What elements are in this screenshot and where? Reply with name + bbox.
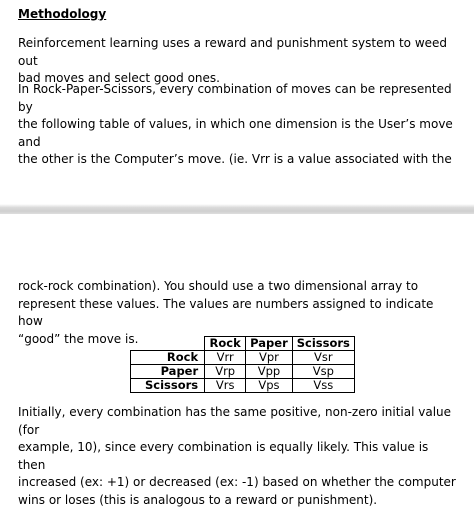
table-cell: Vsr: [292, 351, 354, 365]
paragraph-array-description: rock-rock combination). You should use a two dimensional array to represent these values. The values are numbers assigned to indicate how “good” the move is.: [18, 279, 434, 346]
paragraph-intro: Reinforcement learning uses a reward and punishment system to weed out bad moves and select good ones.: [18, 36, 448, 85]
table-cell: Vpr: [246, 351, 293, 365]
table-cell: Vrr: [205, 351, 246, 365]
table-cell: Vss: [292, 379, 354, 393]
table-row: [131, 365, 355, 379]
table-cell: Vpp: [246, 365, 293, 379]
column-header-scissors: Scissors: [292, 337, 354, 351]
table-header-row: [131, 337, 355, 351]
row-header-rock: Rock: [131, 351, 205, 365]
move-values-table: [130, 336, 355, 393]
table-cell: Vps: [246, 379, 293, 393]
table-row: [131, 351, 355, 365]
document-page-top: [0, 0, 474, 206]
table-cell: Vrp: [205, 365, 246, 379]
column-header-rock: Rock: [205, 337, 246, 351]
row-header-paper: Paper: [131, 365, 205, 379]
paragraph-rps-description: In Rock-Paper-Scissors, every combination of moves can be represented by the following table of values, in which one dimension is the User’s move and the other is the Computer’s move. (ie. Vrr is a value associated with the: [18, 82, 453, 166]
paragraph-initial-values: Initially, every combination has the same positive, non-zero initial value (for example, 10), since every combination is equally likely. This value is then increased (ex: +1) or decreased (ex: -1) based on whether the computer wins or loses (this is analogous to a reward or punishment).: [18, 405, 456, 507]
section-heading: Methodology: [18, 7, 107, 21]
column-header-paper: Paper: [246, 337, 293, 351]
table-cell: Vrs: [205, 379, 246, 393]
table-row: [131, 379, 355, 393]
table-corner-cell: [131, 337, 205, 351]
row-header-scissors: Scissors: [131, 379, 205, 393]
table-cell: Vsp: [292, 365, 354, 379]
